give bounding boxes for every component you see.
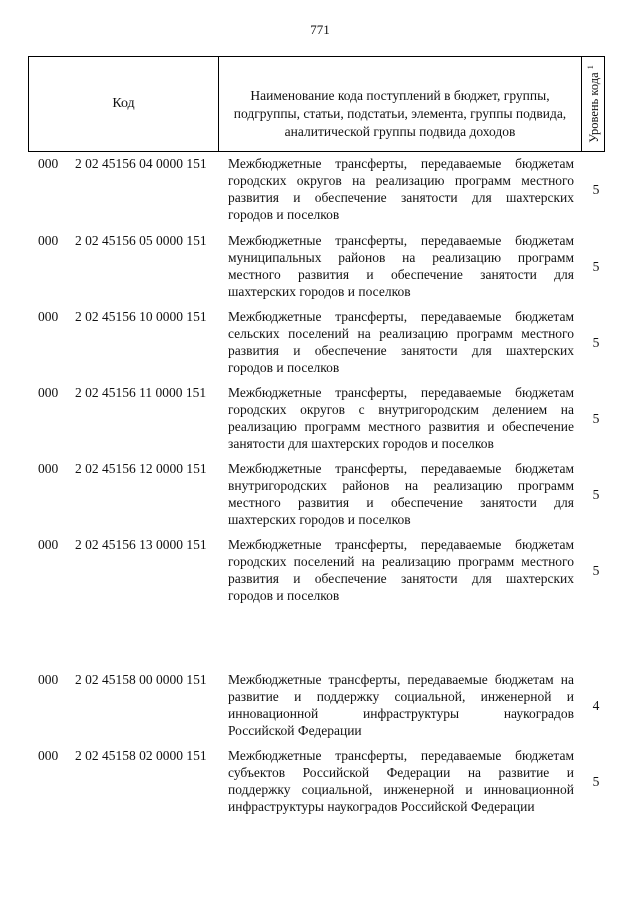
row-description-line: поддержку социальной, инженерной и инновационной	[228, 782, 574, 797]
row-description-line: развития и обеспечение занятости для шахтерских	[228, 571, 574, 586]
row-level: 5	[592, 411, 600, 426]
row-description-line: Межбюджетные трансферты, передаваемые бюджетам на	[228, 672, 574, 687]
row-level: 5	[592, 182, 600, 197]
row-description-line: шахтерских городов и поселков	[228, 284, 411, 299]
row-prefix: 000	[38, 309, 59, 324]
row-description-line: сельских поселений на реализацию программ местного	[228, 326, 574, 341]
row-description-line: Межбюджетные трансферты, передаваемые бюджетам	[228, 156, 574, 171]
row-description-line: Межбюджетные трансферты, передаваемые бюджетам	[228, 748, 574, 763]
row-prefix: 000	[38, 233, 59, 248]
row-description-line: субъектов Российской Федерации на развитие и	[228, 765, 574, 780]
row-prefix: 000	[38, 385, 59, 400]
row-description-line: Межбюджетные трансферты, передаваемые бюджетам	[228, 233, 574, 248]
page-number: 771	[310, 22, 330, 37]
row-description	[228, 536, 574, 604]
row-description-line: муниципальных районов на реализацию программ	[228, 250, 574, 265]
row-description-line: реализацию программ местного развития и обеспечение	[228, 419, 574, 434]
row-prefix: 000	[38, 156, 59, 171]
row-description-line: развитие и поддержку социальной, инженерной и	[228, 689, 574, 704]
row-level: 5	[592, 563, 600, 578]
row-description	[228, 308, 574, 376]
row-level: 5	[592, 774, 600, 789]
header-level-text: Уровень кода	[587, 72, 602, 143]
row-description-line: Межбюджетные трансферты, передаваемые бюджетам	[228, 537, 574, 552]
row-code: 2 02 45156 05 0000 151	[75, 233, 207, 248]
row-level: 4	[592, 698, 600, 713]
row-description-line: городов и поселков	[228, 588, 340, 603]
row-description	[228, 232, 574, 300]
row-description-line: городских округов с внутригородским делением на	[228, 402, 574, 417]
header-level	[586, 65, 602, 143]
row-description-line: городских округов на реализацию программ местного	[228, 173, 574, 188]
row-code: 2 02 45158 02 0000 151	[75, 748, 207, 763]
row-description-line: Межбюджетные трансферты, передаваемые бюджетам	[228, 461, 574, 476]
row-description-line: городов и поселков	[228, 207, 340, 222]
row-description-line: Межбюджетные трансферты, передаваемые бюджетам	[228, 309, 574, 324]
row-description	[228, 671, 574, 739]
row-description-line: Межбюджетные трансферты, передаваемые бюджетам	[228, 385, 574, 400]
row-description-line: местного развития и обеспечение занятости для	[228, 495, 574, 510]
row-description-line: городских поселений на реализацию программ местного	[228, 554, 574, 569]
row-description	[228, 460, 574, 528]
row-description-line: развития и обеспечение занятости для шахтерских	[228, 343, 574, 358]
row-description	[228, 747, 574, 815]
row-description-line: инновационной инфраструктуры наукоградов	[228, 706, 574, 721]
row-prefix: 000	[38, 672, 59, 687]
row-prefix: 000	[38, 748, 59, 763]
header-level-note: 1	[585, 65, 595, 70]
row-level: 5	[592, 259, 600, 274]
row-code: 2 02 45158 00 0000 151	[75, 672, 207, 687]
row-code: 2 02 45156 13 0000 151	[75, 537, 207, 552]
header-code: Код	[29, 57, 219, 151]
row-level: 5	[592, 487, 600, 502]
row-description-line: занятости для шахтерских городов и поселков	[228, 436, 494, 451]
row-description-line: шахтерских городов и поселков	[228, 512, 411, 527]
row-level: 5	[592, 335, 600, 350]
header-level-cell	[582, 57, 606, 151]
table-header	[28, 56, 605, 152]
row-description-line: инфраструктуры наукоградов Российской Федерации	[228, 799, 535, 814]
row-code: 2 02 45156 12 0000 151	[75, 461, 207, 476]
row-description	[228, 155, 574, 223]
row-description-line: внутригородских районов на реализацию программ	[228, 478, 574, 493]
row-description-line: развития и обеспечение занятости для шахтерских	[228, 190, 574, 205]
row-code: 2 02 45156 11 0000 151	[75, 385, 207, 400]
header-name: Наименование кода поступлений в бюджет, группы, подгруппы, статьи, подстатьи, элемента, группы подвида, аналитической группы подвида доходов	[219, 57, 582, 151]
row-prefix: 000	[38, 461, 59, 476]
row-description	[228, 384, 574, 452]
row-description-line: городов и поселков	[228, 360, 340, 375]
row-prefix: 000	[38, 537, 59, 552]
row-description-line: местного развития и обеспечение занятости для	[228, 267, 574, 282]
row-description-line: Российской Федерации	[228, 723, 362, 738]
row-code: 2 02 45156 04 0000 151	[75, 156, 207, 171]
row-code: 2 02 45156 10 0000 151	[75, 309, 207, 324]
